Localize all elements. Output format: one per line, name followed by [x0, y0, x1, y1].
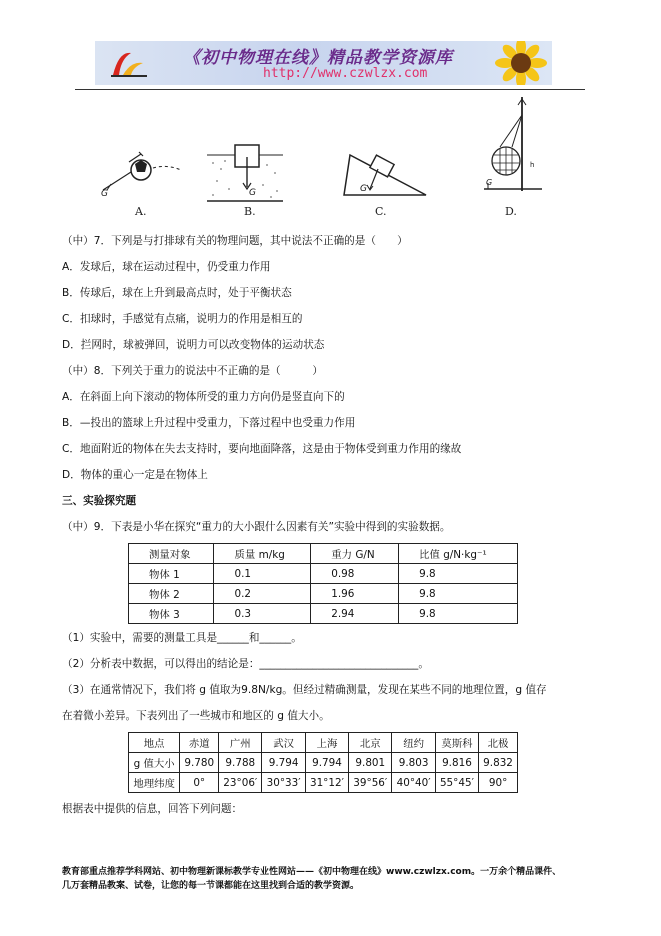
- table-cell: 1.96: [311, 584, 399, 604]
- table-cell: 9.8: [399, 584, 518, 604]
- table-cell: 地理纬度: [129, 773, 180, 793]
- table-cell: 物体 3: [129, 604, 214, 624]
- footer-line-1: 教育部重点推荐学科网站、初中物理新课标教学专业性网站——《初中物理在线》www.czwlzx.com。一万余个精品课件、: [62, 867, 562, 877]
- table-cell: 北极: [479, 733, 518, 753]
- figure-a-label: A.: [135, 205, 147, 218]
- table-cell: 31°12′: [305, 773, 348, 793]
- q9-stem: （中）9．下表是小华在探究“重力的大小跟什么因素有关”实验中得到的实验数据。: [62, 521, 451, 533]
- q7-option-c: C．扣球时，手感觉有点痛，说明力的作用是相互的: [62, 313, 303, 325]
- q7-option-d: D．拦网时，球被弹回，说明力可以改变物体的运动状态: [62, 339, 325, 351]
- table-cell: g 值大小: [129, 753, 180, 773]
- table-header-row: [129, 544, 518, 564]
- table-cell: 0.3: [214, 604, 311, 624]
- table-cell: 9.832: [479, 753, 518, 773]
- table-cell: 9.803: [392, 753, 435, 773]
- q9-table-2: [128, 732, 518, 793]
- figure-a-ball: [95, 140, 185, 202]
- q9-sub-3-line-1: （3）在通常情况下，我们将 g 值取为9.8N/kg。但经过精确测量，发现在某些不同的地理位置，g 值存: [62, 684, 547, 696]
- table-row: [129, 753, 518, 773]
- table-cell: 物体 2: [129, 584, 214, 604]
- q8-option-b: B．—投出的篮球上升过程中受重力，下落过程中也受重力作用: [62, 417, 356, 429]
- table-row: [129, 733, 518, 753]
- table-header-cell: 比值 g/N·kg⁻¹: [399, 544, 518, 564]
- table-cell: 39°56′: [349, 773, 392, 793]
- figure-d-hanging-net: [476, 95, 548, 203]
- svg-text:G: G: [101, 189, 108, 199]
- table-cell: 90°: [479, 773, 518, 793]
- table-cell: 2.94: [311, 604, 399, 624]
- q8-option-a: A．在斜面上向下滚动的物体所受的重力方向仍是竖直向下的: [62, 391, 345, 403]
- banner-title: 《初中物理在线》精品教学资源库: [183, 48, 453, 68]
- table-row: [129, 773, 518, 793]
- table-cell: 40°40′: [392, 773, 435, 793]
- table-cell: 北京: [349, 733, 392, 753]
- table-cell: 23°06′: [219, 773, 262, 793]
- site-logo-icon: [109, 47, 149, 79]
- table-cell: 赤道: [180, 733, 219, 753]
- table-cell: 上海: [305, 733, 348, 753]
- q7-option-a: A．发球后，球在运动过程中，仍受重力作用: [62, 261, 271, 273]
- table-cell: 9.801: [349, 753, 392, 773]
- figure-b-label: B.: [244, 205, 256, 218]
- table-header-cell: 重力 G/N: [311, 544, 399, 564]
- table-cell: 莫斯科: [435, 733, 478, 753]
- q9-sub-2: （2）分析表中数据，可以得出的结论是：______________________________。: [62, 658, 429, 670]
- figure-b-block: [205, 143, 285, 203]
- table-cell: 武汉: [262, 733, 305, 753]
- svg-text:G: G: [249, 188, 256, 198]
- table-cell: 9.780: [180, 753, 219, 773]
- q8-option-d: D．物体的重心一定是在物体上: [62, 469, 208, 481]
- figure-c-incline: [340, 145, 430, 201]
- table-cell: 地点: [129, 733, 180, 753]
- q9-after-text: 根据表中提供的信息，回答下列问题：: [62, 803, 243, 815]
- table-row: [129, 604, 518, 624]
- table-header-cell: 测量对象: [129, 544, 214, 564]
- q9-sub-3-line-2: 在着微小差异。下表列出了一些城市和地区的 g 值大小。: [62, 710, 330, 722]
- table-cell: 0.1: [214, 564, 311, 584]
- table-cell: 0°: [180, 773, 219, 793]
- table-cell: 55°45′: [435, 773, 478, 793]
- table-cell: 0.2: [214, 584, 311, 604]
- q7-stem: （中）7．下列是与打排球有关的物理问题，其中说法不正确的是（ ）: [62, 235, 408, 247]
- banner-url[interactable]: http://www.czwlzx.com: [263, 66, 428, 81]
- table-cell: 9.816: [435, 753, 478, 773]
- header-rule: [75, 89, 585, 90]
- figure-c-label: C.: [375, 205, 387, 218]
- table-row: [129, 564, 518, 584]
- q8-option-c: C．地面附近的物体在失去支持时，要向地面降落，这是由于物体受到重力作用的缘故: [62, 443, 462, 455]
- table-cell: 广州: [219, 733, 262, 753]
- svg-text:h: h: [530, 161, 535, 169]
- q9-table-1: [128, 543, 518, 624]
- sunflower-icon: [490, 41, 552, 85]
- figure-d-label: D.: [505, 205, 517, 218]
- section-3-heading: 三、实验探究题: [62, 495, 137, 507]
- table-cell: 9.8: [399, 604, 518, 624]
- table-cell: 9.794: [262, 753, 305, 773]
- table-row: [129, 584, 518, 604]
- q8-stem: （中）8．下列关于重力的说法中不正确的是（ ）: [62, 365, 323, 377]
- table-cell: 9.8: [399, 564, 518, 584]
- table-cell: 9.794: [305, 753, 348, 773]
- table-header-cell: 质量 m/kg: [214, 544, 311, 564]
- footer-line-2: 几万套精品教案、试卷，让您的每一节课都能在这里找到合适的教学资源。: [62, 881, 360, 891]
- table-cell: 物体 1: [129, 564, 214, 584]
- q9-sub-1: （1）实验中，需要的测量工具是______和______。: [62, 632, 302, 644]
- svg-text:G: G: [486, 178, 493, 187]
- header-banner: [95, 41, 552, 85]
- table-cell: 0.98: [311, 564, 399, 584]
- table-cell: 30°33′: [262, 773, 305, 793]
- table-cell: 9.788: [219, 753, 262, 773]
- q7-option-b: B．传球后，球在上升到最高点时，处于平衡状态: [62, 287, 292, 299]
- table-cell: 纽约: [392, 733, 435, 753]
- svg-text:G: G: [360, 184, 367, 194]
